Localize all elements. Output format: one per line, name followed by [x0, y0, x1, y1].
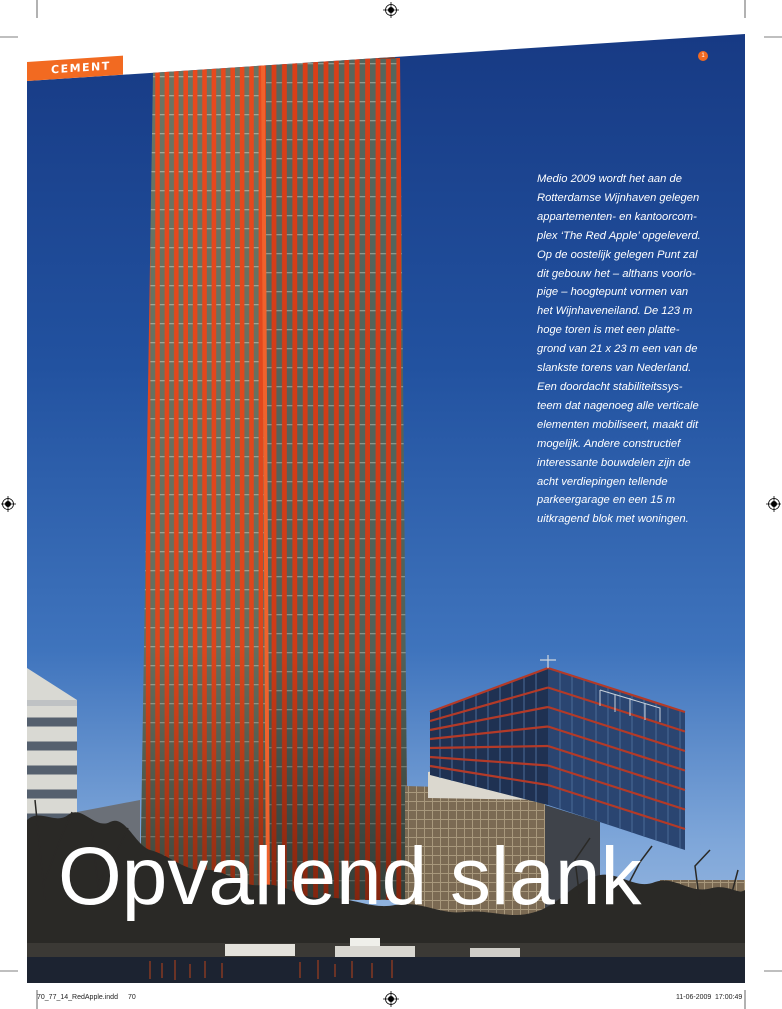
article-intro — [537, 170, 742, 529]
canal-water — [27, 957, 745, 985]
article-title: Opvallend slank — [58, 831, 642, 922]
intro-line: appartementen- en kantoorcom- — [537, 210, 697, 223]
intro-line: slankste torens van Nederland. — [537, 362, 692, 375]
tower-shadow — [140, 58, 408, 900]
slug-filename: 70_77_14_RedApple.indd — [37, 994, 118, 1001]
intro-line: Op de oostelijk gelegen Punt zal — [537, 248, 698, 261]
boat-cabin — [350, 938, 380, 946]
tower-rooftop — [378, 49, 395, 59]
red-apple-tower — [140, 49, 408, 900]
white-building-left-overhang — [27, 700, 77, 706]
slug-time: 17:00:49 — [715, 994, 743, 1001]
intro-line: acht verdiepingen tellende — [537, 475, 668, 488]
slug-page-number: 70 — [128, 994, 136, 1001]
intro-line: dit gebouw het – althans voorlo- — [537, 267, 696, 280]
intro-line: uitkragend blok met woningen. — [537, 513, 689, 526]
intro-line: elementen mobiliseert, maakt dit — [537, 418, 699, 431]
registration-mark-top — [383, 2, 399, 18]
intro-line: het Wijnhaveneiland. De 123 m — [537, 305, 693, 318]
magazine-logo-text: CEMENT — [51, 59, 111, 77]
boat — [335, 946, 415, 957]
page-marker: 1 — [698, 51, 708, 61]
registration-mark-left — [1, 496, 16, 512]
intro-line: interessante bouwdelen zijn de — [537, 456, 691, 469]
intro-line: grond van 21 x 23 m een van de — [537, 343, 698, 356]
intro-line: teem dat nagenoeg alle verticale — [537, 399, 699, 412]
registration-mark-bottom — [383, 991, 399, 1007]
boat — [470, 948, 520, 957]
intro-line: mogelijk. Andere constructief — [537, 437, 681, 450]
intro-line: Een doordacht stabiliteitssys- — [537, 380, 683, 393]
boat — [225, 944, 295, 956]
intro-line: parkeergarage en een 15 m — [537, 494, 676, 507]
intro-line: plex ‘The Red Apple’ opgeleverd. — [537, 229, 701, 242]
intro-line: Medio 2009 wordt het aan de — [537, 173, 682, 185]
intro-line: Rotterdamse Wijnhaven gelegen — [537, 191, 700, 204]
registration-mark-right — [766, 496, 781, 512]
intro-line: pige – hoogtepunt vormen van — [537, 286, 689, 299]
slug-date: 11-06-2009 — [676, 994, 712, 1001]
intro-line: hoge toren is met een platte- — [537, 324, 680, 337]
